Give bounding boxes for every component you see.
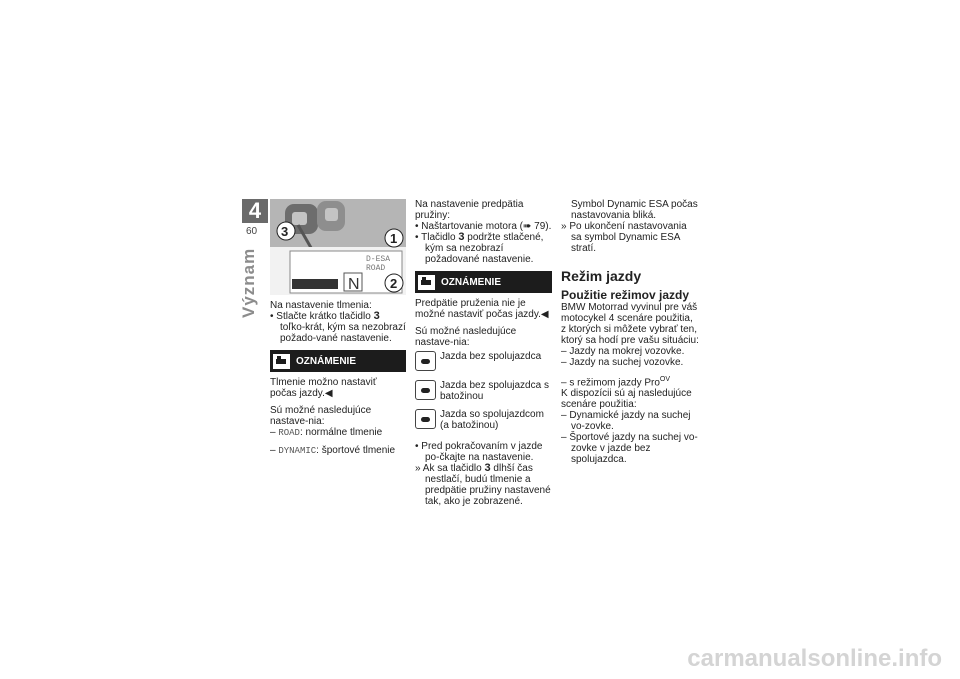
section-heading: Režim jazdy: [561, 268, 642, 284]
options-intro: Sú možné nasledujúce nastave-nia:: [415, 326, 517, 348]
page-number: 60: [246, 226, 258, 237]
notice-text: Tlmenie možno nastaviť počas jazdy.◀: [270, 377, 377, 399]
chapter-title: Význam: [239, 247, 258, 318]
preload-intro: Na nastavenie predpätia pružiny:: [415, 199, 524, 221]
column-2: [415, 199, 552, 507]
notice-icon: [418, 275, 435, 290]
callout-1: 1: [390, 231, 398, 246]
modes-intro: BMW Motorrad vyvinul pre váš motocykel 4 scenáre použitia, z ktorých si môžete vybrať ten, ktorý sa hodí pre vašu situáciu:: [561, 302, 699, 346]
option-road: – ROAD: normálne tlmenie: [270, 427, 383, 438]
mode-rain: – Jazdy na mokrej vozovke.: [561, 346, 685, 357]
mode-road: – Jazdy na suchej vozovke.: [561, 357, 684, 368]
mode-sport: – Športové jazdy na suchej vo-zovke v jazde bez spolujazdca.: [561, 432, 698, 466]
mode-dynamic: – Dynamické jazdy na suchej vo-zovke.: [561, 410, 691, 433]
callout-2: 2: [390, 276, 398, 291]
column-3: [561, 199, 699, 465]
load-option-luggage: Jazda bez spolujazdca s batožinou: [415, 380, 552, 406]
chapter-number: 4: [242, 199, 268, 223]
callout-3: 3: [281, 224, 289, 239]
result-2: » Po ukončení nastavovania sa symbol Dynamic ESA stratí.: [561, 221, 687, 254]
options-intro: Sú možné nasledujúce nastave-nia:: [270, 405, 372, 427]
notice-text: Predpätie pruženia nie je možné nastaviť počas jazdy.◀: [415, 298, 549, 320]
notice-banner: OZNÁMENIE: [270, 350, 406, 372]
page-ref-arrow-icon: ➠: [523, 221, 532, 232]
display-gear: N: [348, 276, 360, 293]
option-dynamic: – DYNAMIC: športové tlmenie: [270, 445, 396, 456]
damping-step: • Stlačte krátko tlačidlo 3 toľko-krát, kým sa nezobrazí požado-vané nastavenie.: [270, 310, 406, 344]
load-option-passenger: Jazda so spolujazdcom (a batožinou): [415, 409, 552, 435]
preload-step-1: • Naštartovanie motora (➠ 79).: [415, 221, 552, 232]
display-line2: ROAD: [366, 264, 386, 273]
subsection-heading: Použitie režimov jazdy: [561, 288, 690, 302]
handlebar-photo: [270, 199, 406, 295]
mode-pro: – s režimom jazdy Pro$^{OV}$: [561, 376, 671, 389]
result-1-continued: Symbol Dynamic ESA počas nastavovania bliká.: [571, 199, 698, 221]
column-1: [270, 300, 406, 457]
preload-step-2: • Tlačidlo 3 podržte stlačené, kým sa nezobrazí požadované nastavenie.: [415, 231, 544, 265]
display-line1: D-ESA: [366, 255, 391, 264]
helmet-icon: [415, 351, 436, 371]
helmet-luggage-icon: [415, 380, 436, 400]
notice-banner: OZNÁMENIE: [415, 271, 552, 293]
notice-icon: [273, 354, 290, 369]
two-helmets-icon: [415, 409, 436, 429]
result-1: » Ak sa tlačidlo 3 dlhší čas nestlačí, budú tlmenie a predpätie pružiny nastavené tak, ako je zobrazené.: [415, 462, 551, 507]
damping-intro: Na nastavenie tlmenia:: [270, 300, 372, 311]
extra-modes-intro: K dispozícii sú aj nasledujúce scenáre použitia:: [561, 388, 692, 411]
watermark: carmanualsonline.info: [687, 645, 942, 672]
wait-step: • Pred pokračovaním v jazde po-čkajte na nastavenie.: [415, 441, 543, 463]
load-option-rider: Jazda bez spolujazdca: [415, 351, 552, 377]
